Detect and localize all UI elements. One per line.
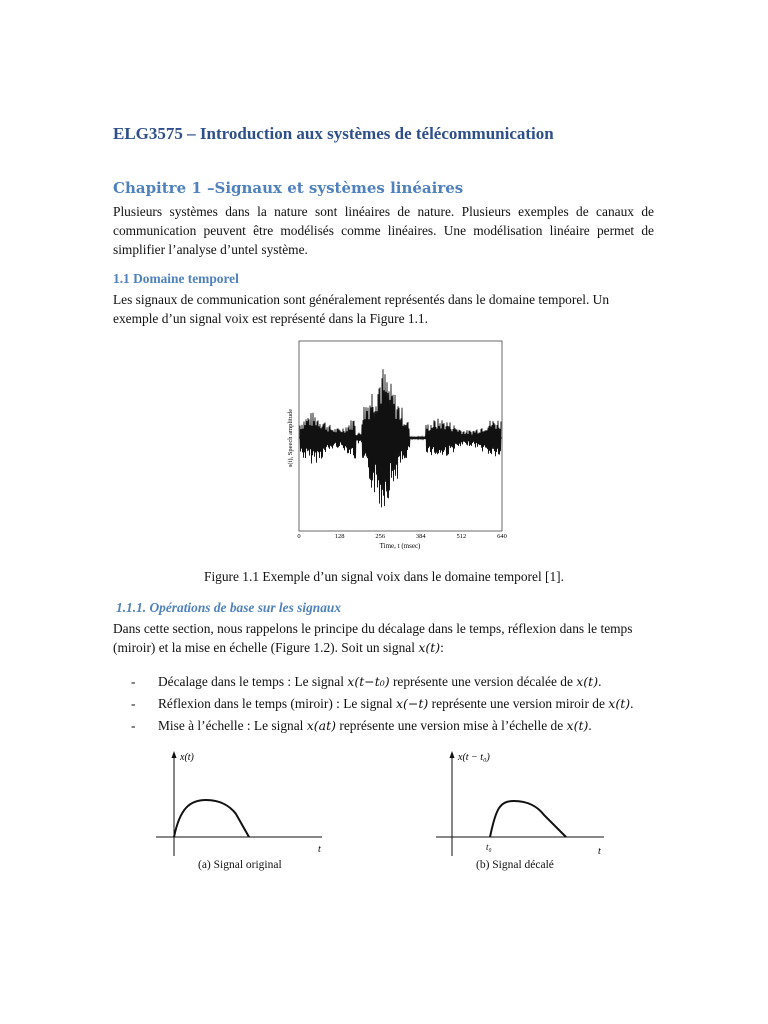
- list-item-text: [158, 718, 592, 734]
- original-signal-plot: [150, 748, 340, 858]
- y-axis-arrow: [450, 751, 455, 758]
- y-label: x(t): [180, 752, 194, 763]
- math-expr: x(−t): [396, 696, 429, 711]
- figure-1-2b-caption: (b) Signal décalé: [476, 859, 554, 871]
- text-part: .: [630, 696, 634, 711]
- signal-curve: [174, 800, 249, 837]
- math-expr: x(t): [576, 674, 599, 689]
- list-item-text: [158, 674, 601, 690]
- math-expr: x(t−t₀): [347, 674, 390, 689]
- chapter-heading: Chapitre 1 –Signaux et systèmes linéaires: [113, 179, 464, 197]
- math-x-t: x(t): [418, 640, 441, 655]
- x-tick-label: 128: [334, 533, 345, 540]
- section-1-1-1-paragraph: [113, 619, 654, 657]
- x-axis-ticks: [297, 533, 507, 540]
- figure-1-2a-caption: (a) Signal original: [198, 859, 282, 871]
- x-tick-label: 256: [375, 533, 386, 540]
- list-item-text: [158, 696, 633, 712]
- y-axis-label: s(t), Speech amplitude: [287, 408, 294, 468]
- x-axis-label: Time, t (msec): [379, 542, 421, 550]
- shifted-signal-curve: [490, 801, 566, 837]
- intro-paragraph: Plusieurs systèmes dans la nature sont linéaires de nature. Plusieurs exemples de canaux de communication peuvent être modélisés comme linéaires. Une modélisation linéaire permet de simplifier l’analyse d’untel système.: [113, 204, 654, 257]
- x-tick-label: 640: [497, 533, 507, 540]
- list-dash: -: [131, 718, 136, 733]
- paragraph-text: Dans cette section, nous rappelons le principe du décalage dans le temps, réflexion dans le temps (miroir) et la mise en échelle (Figure 1.2). Soit un signal: [113, 621, 633, 655]
- text-part: représente une version miroir de: [428, 696, 609, 711]
- text-part: .: [588, 718, 592, 733]
- figure-1-1-caption: Figure 1.1 Exemple d’un signal voix dans le domaine temporel [1].: [204, 569, 564, 584]
- section-1-1-paragraph: Les signaux de communication sont généralement représentés dans le domaine temporel. Un exemple d’un signal voix est représenté dans la Figure 1.1.: [113, 292, 610, 326]
- text-part: .: [598, 674, 602, 689]
- y-axis-arrow: [172, 751, 177, 758]
- shifted-signal-plot: [428, 748, 618, 860]
- list-dash: -: [131, 696, 136, 711]
- text-part: représente une version décalée de: [389, 674, 577, 689]
- paragraph-text-end: :: [440, 640, 444, 655]
- text-part: représente une version mise à l’échelle de: [336, 718, 567, 733]
- math-expr: x(t): [608, 696, 631, 711]
- math-expr: x(at): [306, 718, 337, 733]
- text-part: Décalage dans le temps : Le signal: [158, 674, 348, 689]
- text-part: Mise à l’échelle : Le signal: [158, 718, 307, 733]
- document-title: ELG3575 – Introduction aux systèmes de télécommunication: [113, 124, 554, 143]
- x-label: t: [598, 846, 601, 857]
- y-label: x(t − t₀): [458, 752, 490, 763]
- t0-label: t₀: [486, 842, 492, 852]
- text-part: Réflexion dans le temps (miroir) : Le signal: [158, 696, 396, 711]
- math-expr: x(t): [566, 718, 589, 733]
- speech-waveform-figure: [280, 338, 520, 558]
- x-tick-label: 512: [456, 533, 467, 540]
- x-label: t: [318, 844, 321, 855]
- list-dash: -: [131, 674, 136, 689]
- x-tick-label: 384: [415, 533, 426, 540]
- waveform-trace: [300, 369, 501, 507]
- section-heading-1-1: 1.1 Domaine temporel: [113, 271, 239, 286]
- x-tick-label: 0: [297, 533, 301, 540]
- section-heading-1-1-1: 1.1.1. Opérations de base sur les signaux: [116, 600, 342, 615]
